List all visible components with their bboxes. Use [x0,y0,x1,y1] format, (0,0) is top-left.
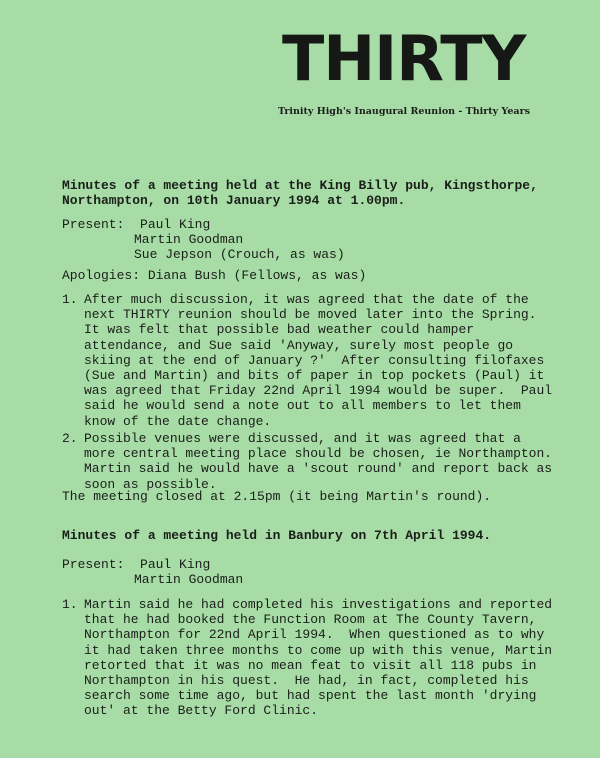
item-line: it had taken three months to come up with this venue, Martin [84,642,553,658]
attendee: Sue Jepson (Crouch, as was) [134,247,345,263]
item-line: Northampton in his quest. He had, in fact, completed his [84,673,529,689]
item-line: (Sue and Martin) and bits of paper in top pockets (Paul) it [84,368,545,384]
apologies-text: Apologies: Diana Bush (Fellows, as was) [62,268,367,283]
attendee: Martin Goodman [134,572,244,588]
logo-title: THIRTY [282,22,526,95]
item-line: was agreed that Friday 22nd April 1994 would be super. Paul [84,383,553,399]
meeting1-closing [62,489,592,504]
item-line: Martin said he would have a 'scout round' and report back as [84,461,553,477]
meeting1-heading-line: Northampton, on 10th January 1994 at 1.00pm. [62,193,406,209]
item-line: next THIRTY reunion should be moved later into the Spring. [84,307,537,323]
item-number: 1. [62,597,78,612]
meeting2-item-1 [62,597,592,719]
item-line: that he had booked the Function Room at The County Tavern, [84,612,537,628]
item-line: skiing at the end of January ?' After consulting filofaxes [84,352,545,368]
meeting1-heading [62,178,592,208]
item-number: 2. [62,431,78,446]
item-line: Martin said he had completed his investigations and reported [84,597,553,612]
meeting2-heading-line: Minutes of a meeting held in Banbury on 7th April 1994. [62,528,492,543]
meeting1-item-1 [62,292,592,429]
item-line: search some time ago, but had spent the last month 'drying [84,688,537,704]
present-label: Present: [62,557,125,572]
item-line: out' at the Betty Ford Clinic. [84,703,319,719]
masthead-subtitle: Trinity High's Inaugural Reunion - Thirty Years [278,106,530,117]
item-line: more central meeting place should be chosen, ie Northampton. [84,446,553,462]
item-line: Northampton for 22nd April 1994. When questioned as to why [84,627,545,643]
meeting2-present [62,557,592,587]
item-line: attendance, and Sue said 'Anyway, surely most people go [84,337,514,353]
attendee: Paul King [140,557,211,572]
closing-text: The meeting closed at 2.15pm (it being Martin's round). [62,489,492,504]
item-line: know of the date change. [84,413,272,429]
item-line: It was felt that possible bad weather could hamper [84,322,475,338]
meeting1-heading-line: Minutes of a meeting held at the King Billy pub, Kingsthorpe, [62,178,538,193]
item-line: retorted that it was no mean feat to visit all 118 pubs in [84,657,537,673]
meeting1-item-2 [62,431,592,492]
meeting1-apologies [62,268,592,283]
item-line: After much discussion, it was agreed that the date of the [84,292,529,307]
meeting1-present [62,217,592,263]
item-line: said he would send a note out to all members to let them [84,398,521,414]
item-number: 1. [62,292,78,307]
attendee: Martin Goodman [134,232,244,248]
attendee: Paul King [140,217,211,232]
present-label: Present: [62,217,125,232]
item-line: soon as possible. [84,476,217,492]
item-line: Possible venues were discussed, and it was agreed that a [84,431,521,446]
meeting2-heading [62,528,592,543]
